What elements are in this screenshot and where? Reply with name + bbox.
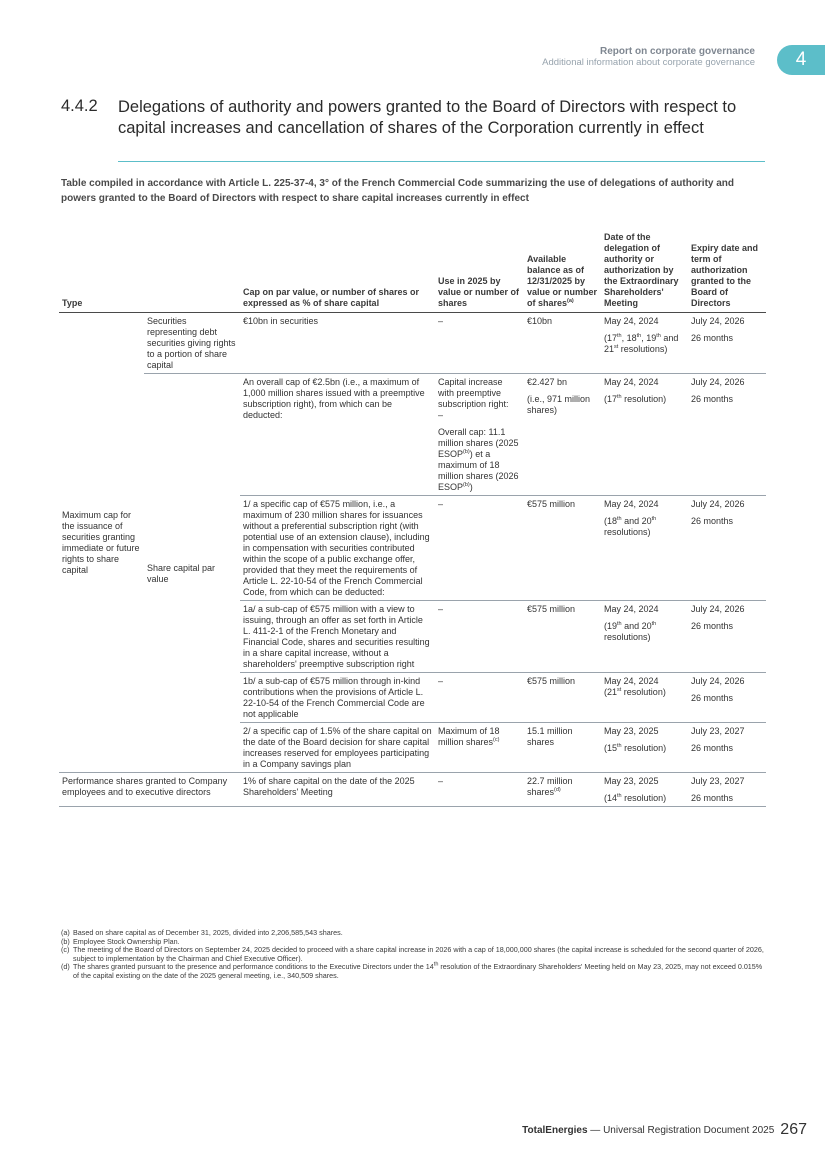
expiry-cell: July 24, 2026 26 months	[688, 601, 766, 673]
cap-cell: 2/ a specific cap of 1.5% of the share capital on the date of the Board decision for share capital increases reserved for employees participating in a Company savings plan	[240, 723, 435, 773]
table-header-row	[59, 229, 766, 313]
page-footer	[522, 1121, 807, 1139]
header-title: Report on corporate governance	[599, 46, 755, 57]
footer-doc-title: — Universal Registration Document 2025	[587, 1125, 775, 1136]
expiry-cell: July 23, 2027 26 months	[688, 773, 766, 807]
balance-cell: 22.7 million shares$^{(d)}$	[524, 773, 601, 807]
use-cell: –	[435, 313, 524, 374]
table-intro: Table compiled in accordance with Article L. 225-37-4, 3° of the French Commercial Code summarizing the use of delegations of authority and powers granted to the Board of Directors with respect to share capital increases currently in effect	[61, 178, 735, 204]
footnote: (a) Based on share capital as of December 31, 2025, divided into 2,206,585,543 shares.	[61, 928, 343, 937]
cap-cell: 1% of share capital on the date of the 2025 Shareholders' Meeting	[240, 773, 435, 807]
group-performance-shares: Performance shares granted to Company employees and to executive directors	[59, 773, 240, 807]
delegations-table	[59, 229, 766, 807]
balance-cell: €10bn	[524, 313, 601, 374]
expiry-cell: July 24, 2026 26 months	[688, 313, 766, 374]
expiry-cell: July 23, 2027 26 months	[688, 723, 766, 773]
chapter-tab: 4	[777, 45, 825, 75]
expiry-cell: July 24, 2026 26 months	[688, 374, 766, 496]
section-title-rule	[118, 161, 765, 162]
balance-cell: €575 million	[524, 496, 601, 601]
use-cell: –	[435, 601, 524, 673]
date-cell: May 24, 2024 (21st resolution)	[601, 673, 688, 723]
section-number: 4.4.2	[61, 97, 98, 115]
table-row	[59, 773, 766, 807]
expiry-cell: July 24, 2026 26 months	[688, 496, 766, 601]
date-cell: May 24, 2024 (18th and 20th resolutions)	[601, 496, 688, 601]
header-balance: Available balance as of 12/31/2025 by value or number of shares$^{(a)}$	[524, 229, 601, 313]
table-row	[59, 313, 766, 374]
cap-cell: €10bn in securities	[240, 313, 435, 374]
date-cell: May 23, 2025 (14th resolution)	[601, 773, 688, 807]
footnote: (c) The meeting of the Board of Directors on September 24, 2025 decided to proceed with a share capital increase in 2026 with a cap of 18,000,000 shares (the capital increase is scheduled for the second quarter of 2026, subject to implementation by the Chairman and Chief Executive Officer).	[61, 945, 764, 963]
running-header	[542, 46, 755, 68]
table-row	[59, 374, 766, 496]
balance-cell: €575 million	[524, 601, 601, 673]
date-cell: May 24, 2024 (19th and 20th resolutions)	[601, 601, 688, 673]
expiry-cell: July 24, 2026 26 months	[688, 673, 766, 723]
subtype-securities: Securities representing debt securities giving rights to a portion of share capital	[144, 313, 240, 374]
use-cell: –	[435, 496, 524, 601]
date-cell: May 24, 2024 (17th, 18th, 19th and 21st resolutions)	[601, 313, 688, 374]
header-expiry: Expiry date and term of authorization granted to the Board of Directors	[688, 229, 766, 313]
subtype-share-capital: Share capital par value	[144, 374, 240, 773]
section-title: Delegations of authority and powers granted to the Board of Directors with respect to capital increases and cancellation of shares of the Corporation currently in effect	[118, 98, 737, 137]
date-cell: May 24, 2024 (17th resolution)	[601, 374, 688, 496]
use-cell: –	[435, 673, 524, 723]
cap-cell: 1/ a specific cap of €575 million, i.e., a maximum of 230 million shares for issuances without a preferential subscription right (with potential use of an extension clause), including in compensation with securities contributed within the scope of a public exchange offer, provided that they meet the requirements of Article L. 22-10-54 of the French Commercial Code, from which can be deducted:	[240, 496, 435, 601]
balance-cell: 15.1 million shares	[524, 723, 601, 773]
balance-cell: €575 million	[524, 673, 601, 723]
cap-cell: 1b/ a sub-cap of €575 million through in-kind contributions when the provisions of Article L. 22-10-54 of the French Commercial Code are not applicable	[240, 673, 435, 723]
use-cell: –	[435, 773, 524, 807]
header-type: Type	[59, 229, 240, 313]
footnote: (b) Employee Stock Ownership Plan.	[61, 936, 180, 946]
use-cell: Maximum of 18 million shares$^{(c)}$	[435, 723, 524, 773]
header-use: Use in 2025 by value or number of shares	[435, 229, 524, 313]
date-cell: May 23, 2025 (15th resolution)	[601, 723, 688, 773]
header-subtitle: Additional information about corporate governance	[542, 57, 755, 68]
footer-brand: TotalEnergies	[522, 1125, 588, 1136]
cap-cell: An overall cap of €2.5bn (i.e., a maximum of 1,000 million shares issued with a preemptive subscription right), from which can be deducted:	[240, 374, 435, 496]
footnote: (d) The shares granted pursuant to the presence and performance conditions to the Executive Directors under the 14th resolution of the Extraordinary Shareholders' Meeting held on May 23, 2025, may not exceed 0.015% of the capital existing on the date of the 2025 general meeting, i.e., 340,509 shares.	[61, 961, 763, 980]
header-cap: Cap on par value, or number of shares or expressed as % of share capital	[240, 229, 435, 313]
cap-cell: 1a/ a sub-cap of €575 million with a view to issuing, through an offer as set forth in Article L. 411-2-1 of the French Monetary and Financial Code, shares and securities resulting in a share capital increase, without a shareholders' preemptive subscription right	[240, 601, 435, 673]
group-maximum-cap: Maximum cap for the issuance of securities granting immediate or future rights to share capital	[59, 313, 144, 773]
balance-cell: €2.427 bn (i.e., 971 million shares)	[524, 374, 601, 496]
page-number: 267	[780, 1121, 807, 1138]
header-date: Date of the delegation of authority or authorization by the Extraordinary Shareholders' Meeting	[601, 229, 688, 313]
use-cell: Capital increase with preemptive subscription right: – Overall cap: 11.1 million shares (2025 ESOP$^{(b)}$) et a maximum of 18 million shares (2026 ESOP$^{(b)}$)	[435, 374, 524, 496]
footnotes	[61, 929, 765, 981]
